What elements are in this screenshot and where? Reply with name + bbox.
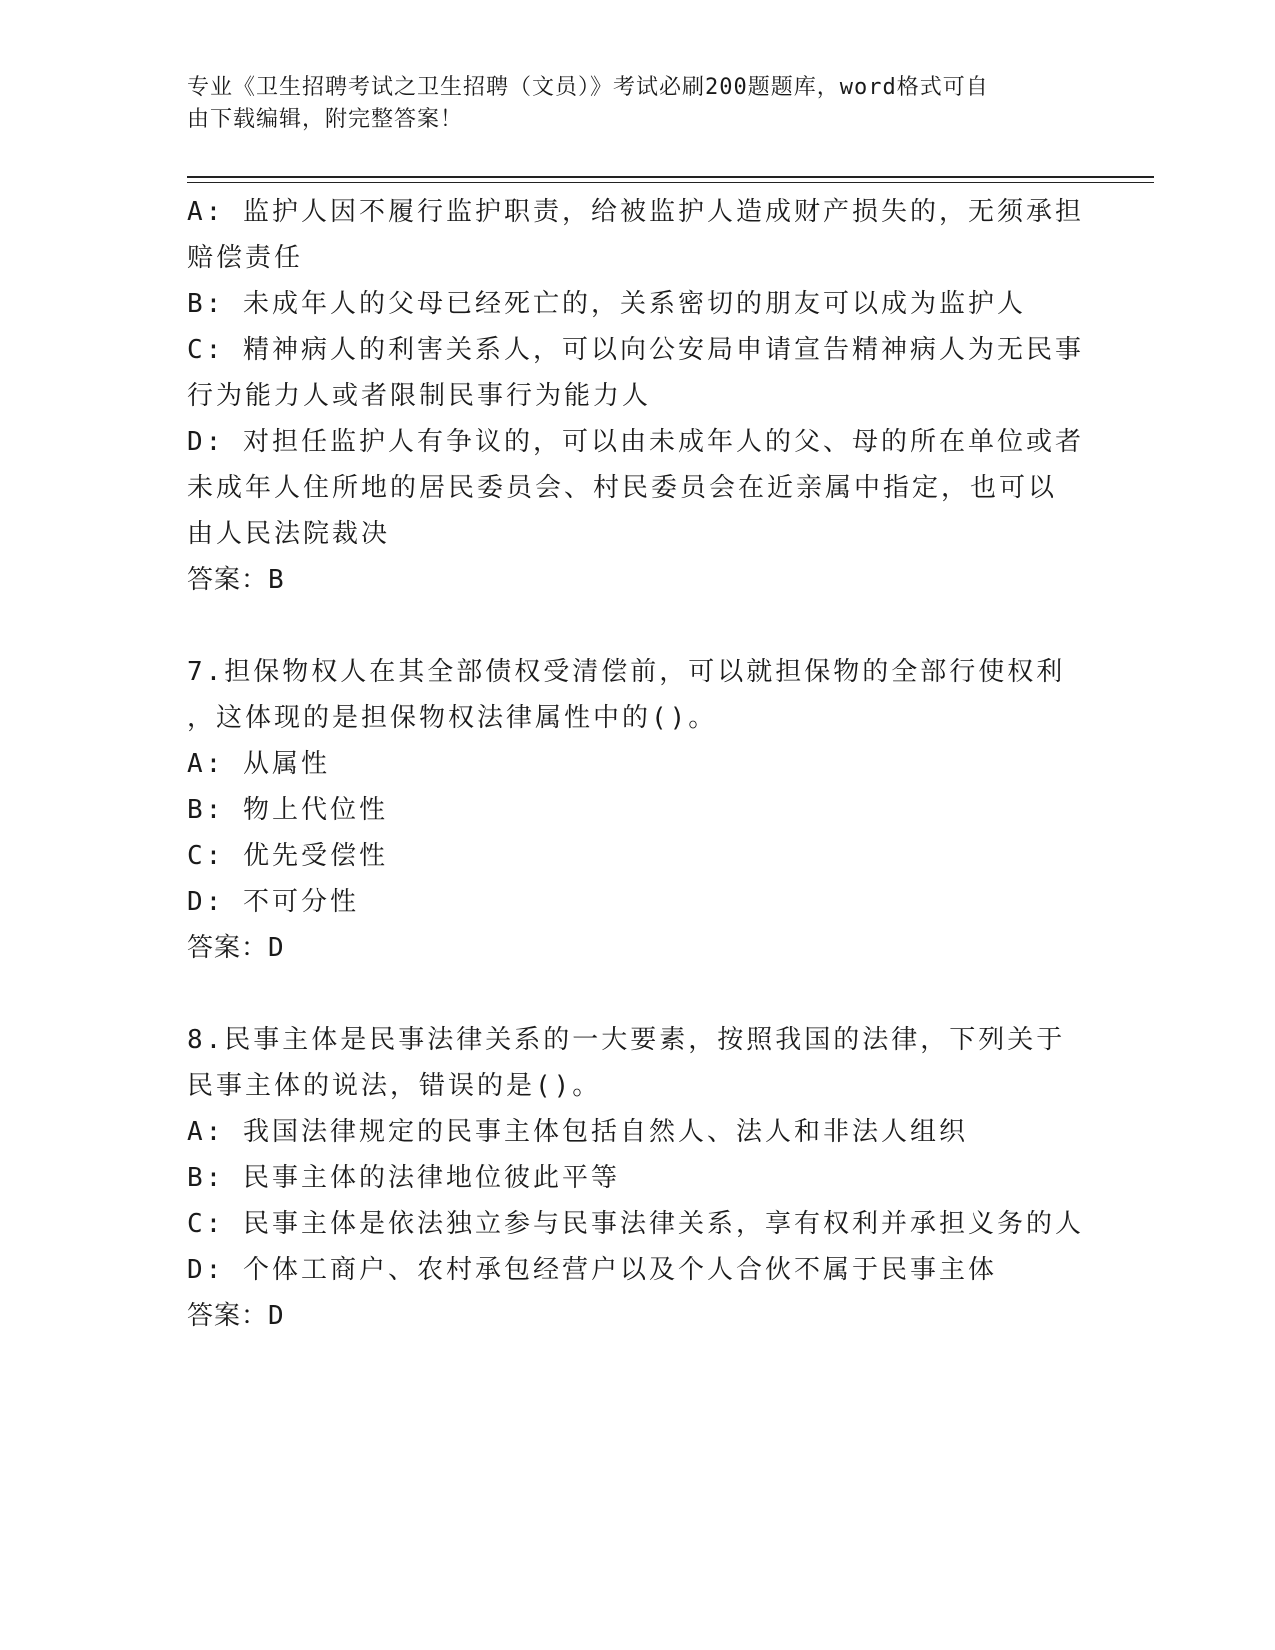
q6-option-b: B: 未成年人的父母已经死亡的，关系密切的朋友可以成为监护人 [187,289,1026,319]
q8-answer: 答案：D [187,1301,285,1331]
q8-stem-line-2: 民事主体的说法，错误的是()。 [187,1071,602,1101]
q7-option-a: A: 从属性 [187,749,330,779]
question-8 [187,1017,1087,1339]
q7-stem-line-1: 7.担保物权人在其全部债权受清偿前，可以就担保物的全部行使权利 [187,657,1066,687]
header-line-2: 由下载编辑，附完整答案！ [187,107,464,132]
question-7 [187,649,1087,971]
q7-stem-line-2: ，这体现的是担保物权法律属性中的()。 [187,703,718,733]
q6-option-d-line-1: D: 对担任监护人有争议的，可以由未成年人的父、母的所在单位或者 [187,427,1084,457]
question-6-tail [187,189,1087,603]
q6-option-c-line-1: C: 精神病人的利害关系人，可以向公安局申请宣告精神病人为无民事 [187,335,1084,365]
q7-option-d: D: 不可分性 [187,887,359,917]
header-line-1: 专业《卫生招聘考试之卫生招聘（文员）》考试必刷200题题库，word格式可自 [187,75,989,100]
q8-option-c: C: 民事主体是依法独立参与民事法律关系，享有权利并承担义务的人 [187,1209,1084,1239]
question-content [187,189,1087,1339]
q6-option-a-line-2: 赔偿责任 [187,243,304,273]
q8-option-a: A: 我国法律规定的民事主体包括自然人、法人和非法人组织 [187,1117,968,1147]
q6-answer: 答案：B [187,565,285,595]
q8-stem-line-1: 8.民事主体是民事法律关系的一大要素，按照我国的法律，下列关于 [187,1025,1066,1055]
header-divider-thick [187,176,1154,178]
q7-answer: 答案：D [187,933,285,963]
spacer [187,603,1087,649]
q8-option-b: B: 民事主体的法律地位彼此平等 [187,1163,620,1193]
q6-option-d-line-2: 未成年人住所地的居民委员会、村民委员会在近亲属中指定，也可以 [187,473,1058,503]
header-divider-thin [187,182,1154,183]
q7-option-b: B: 物上代位性 [187,795,388,825]
q6-option-a-line-1: A: 监护人因不履行监护职责，给被监护人造成财产损失的，无须承担 [187,197,1084,227]
document-header [187,72,1087,136]
q7-option-c: C: 优先受偿性 [187,841,388,871]
q8-option-d: D: 个体工商户、农村承包经营户以及个人合伙不属于民事主体 [187,1255,997,1285]
q6-option-c-line-2: 行为能力人或者限制民事行为能力人 [187,381,652,411]
spacer [187,971,1087,1017]
q6-option-d-line-3: 由人民法院裁决 [187,519,391,549]
